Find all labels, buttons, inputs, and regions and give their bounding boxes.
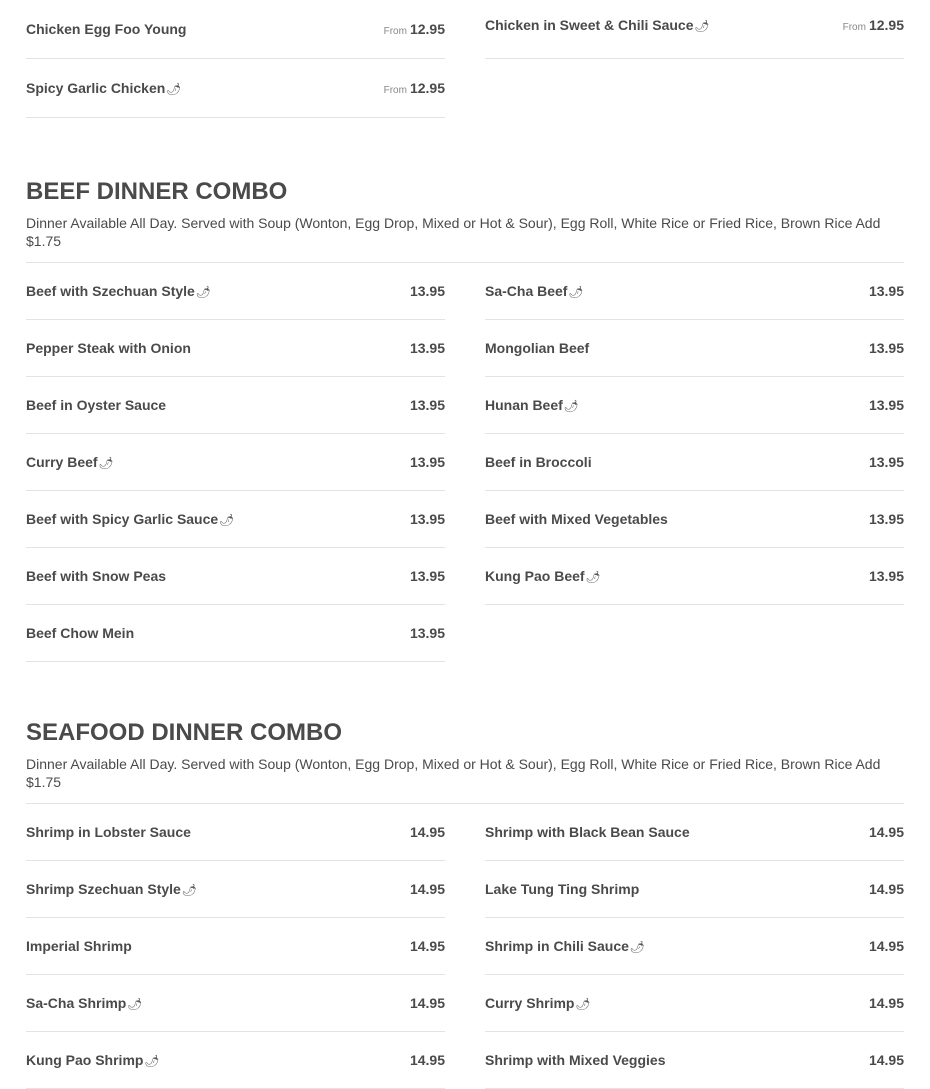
spicy-icon: 🌶 <box>219 513 235 527</box>
menu-item[interactable] <box>485 491 904 548</box>
item-price: 13.95 <box>409 283 445 299</box>
menu-item[interactable] <box>26 1032 445 1089</box>
item-name: Beef in Oyster Sauce <box>26 397 167 413</box>
item-price: 13.95 <box>868 568 904 584</box>
menu-item[interactable] <box>26 377 445 434</box>
menu-item[interactable] <box>485 377 904 434</box>
section-title: BEEF DINNER COMBO <box>26 178 288 205</box>
spicy-icon: 🌶 <box>98 456 114 470</box>
item-price: 13.95 <box>409 340 445 356</box>
item-name: Beef in Broccoli <box>485 454 592 470</box>
spicy-icon: 🌶 <box>568 285 584 299</box>
spicy-icon: 🌶 <box>166 82 182 96</box>
item-name: Beef with Spicy Garlic Sauce🌶 <box>26 511 235 527</box>
item-price: 13.95 <box>409 511 445 527</box>
item-price: 14.95 <box>868 1052 904 1068</box>
beef-left-column <box>26 263 445 662</box>
item-price: 14.95 <box>868 824 904 840</box>
item-name: Mongolian Beef <box>485 340 590 356</box>
spicy-icon: 🌶 <box>144 1054 160 1068</box>
menu-item[interactable] <box>26 0 445 59</box>
item-price: 13.95 <box>868 511 904 527</box>
item-name: Chicken Egg Foo Young <box>26 21 187 37</box>
item-name: Kung Pao Beef🌶 <box>485 568 601 584</box>
seafood-right-column <box>485 804 904 1089</box>
item-price: 13.95 <box>868 454 904 470</box>
menu-item[interactable] <box>485 918 904 975</box>
menu-item[interactable] <box>26 804 445 861</box>
item-price: 13.95 <box>409 568 445 584</box>
item-name: Curry Shrimp🌶 <box>485 995 591 1011</box>
menu-item[interactable] <box>26 918 445 975</box>
chicken-items-grid <box>26 0 904 118</box>
item-name: Sa-Cha Beef🌶 <box>485 283 584 299</box>
section-seafood-dinner-combo <box>26 719 904 1089</box>
spicy-icon: 🌶 <box>585 570 601 584</box>
menu-item[interactable] <box>26 263 445 320</box>
spicy-icon: 🌶 <box>195 285 212 299</box>
menu-item[interactable] <box>485 320 904 377</box>
item-price: From 12.95 <box>383 21 445 37</box>
menu-item[interactable] <box>485 975 904 1032</box>
menu-item[interactable] <box>485 263 904 320</box>
menu-item[interactable] <box>26 605 445 662</box>
item-name: Shrimp in Chili Sauce🌶 <box>485 938 646 954</box>
item-price: 14.95 <box>868 995 904 1011</box>
item-name: Beef with Mixed Vegetables <box>485 511 668 527</box>
section-description: Dinner Available All Day. Served with Soup (Wonton, Egg Drop, Mixed or Hot & Sour), Egg Roll, White Rice or Fried Rice, Brown Rice Add $1.75 <box>26 215 881 249</box>
item-price: From 12.95 <box>383 80 445 96</box>
item-name: Beef Chow Mein <box>26 625 135 641</box>
item-name: Shrimp with Black Bean Sauce <box>485 824 690 840</box>
menu-item[interactable] <box>26 434 445 491</box>
item-name: Curry Beef🌶 <box>26 454 114 470</box>
item-price: 13.95 <box>868 397 904 413</box>
item-price: 14.95 <box>409 1052 445 1068</box>
item-name: Beef with Szechuan Style🌶 <box>26 283 212 299</box>
chicken-left-column <box>26 0 445 118</box>
item-price: 14.95 <box>868 938 904 954</box>
item-price: 13.95 <box>868 340 904 356</box>
item-price: 13.95 <box>868 283 904 299</box>
menu-item[interactable] <box>26 975 445 1032</box>
chicken-right-column <box>485 0 904 59</box>
item-price: 14.95 <box>868 881 904 897</box>
menu-item[interactable] <box>485 548 904 605</box>
item-price: 13.95 <box>409 454 445 470</box>
menu-item[interactable] <box>26 491 445 548</box>
spicy-icon: 🌶 <box>575 997 591 1011</box>
item-name: Hunan Beef🌶 <box>485 397 580 413</box>
item-price: 14.95 <box>409 881 445 897</box>
item-name: Beef with Snow Peas <box>26 568 167 584</box>
menu-item[interactable] <box>485 0 904 59</box>
item-price: 14.95 <box>409 824 445 840</box>
menu-item[interactable] <box>485 804 904 861</box>
spicy-icon: 🌶 <box>629 940 646 954</box>
section-beef-dinner-combo <box>26 178 904 662</box>
item-price: 14.95 <box>409 938 445 954</box>
menu-item[interactable] <box>26 59 445 118</box>
menu-item[interactable] <box>485 1032 904 1089</box>
section-header <box>26 178 904 263</box>
spicy-icon: 🌶 <box>694 19 710 33</box>
spicy-icon: 🌶 <box>563 399 580 413</box>
spicy-icon: 🌶 <box>181 883 198 897</box>
section-title: SEAFOOD DINNER COMBO <box>26 719 343 746</box>
item-name: Shrimp in Lobster Sauce <box>26 824 191 840</box>
item-name: Chicken in Sweet & Chili Sauce🌶 <box>485 17 710 33</box>
beef-right-column <box>485 263 904 605</box>
item-price: 13.95 <box>409 625 445 641</box>
menu-item[interactable] <box>485 434 904 491</box>
item-name: Kung Pao Shrimp🌶 <box>26 1052 160 1068</box>
item-name: Shrimp with Mixed Veggies <box>485 1052 666 1068</box>
item-name: Imperial Shrimp <box>26 938 132 954</box>
section-description: Dinner Available All Day. Served with Soup (Wonton, Egg Drop, Mixed or Hot & Sour), Egg Roll, White Rice or Fried Rice, Brown Rice Add $1.75 <box>26 756 881 790</box>
item-price: 13.95 <box>409 397 445 413</box>
item-name: Lake Tung Ting Shrimp <box>485 881 640 897</box>
item-price: From 12.95 <box>842 17 904 33</box>
item-name: Pepper Steak with Onion <box>26 340 191 356</box>
seafood-left-column <box>26 804 445 1089</box>
item-name: Shrimp Szechuan Style🌶 <box>26 881 198 897</box>
item-name: Sa-Cha Shrimp🌶 <box>26 995 143 1011</box>
item-price: 14.95 <box>409 995 445 1011</box>
section-header <box>26 719 904 804</box>
spicy-icon: 🌶 <box>127 997 143 1011</box>
item-name: Spicy Garlic Chicken🌶 <box>26 80 182 96</box>
menu-item[interactable] <box>26 548 445 605</box>
menu-item[interactable] <box>485 861 904 918</box>
menu-item[interactable] <box>26 320 445 377</box>
menu-item[interactable] <box>26 861 445 918</box>
